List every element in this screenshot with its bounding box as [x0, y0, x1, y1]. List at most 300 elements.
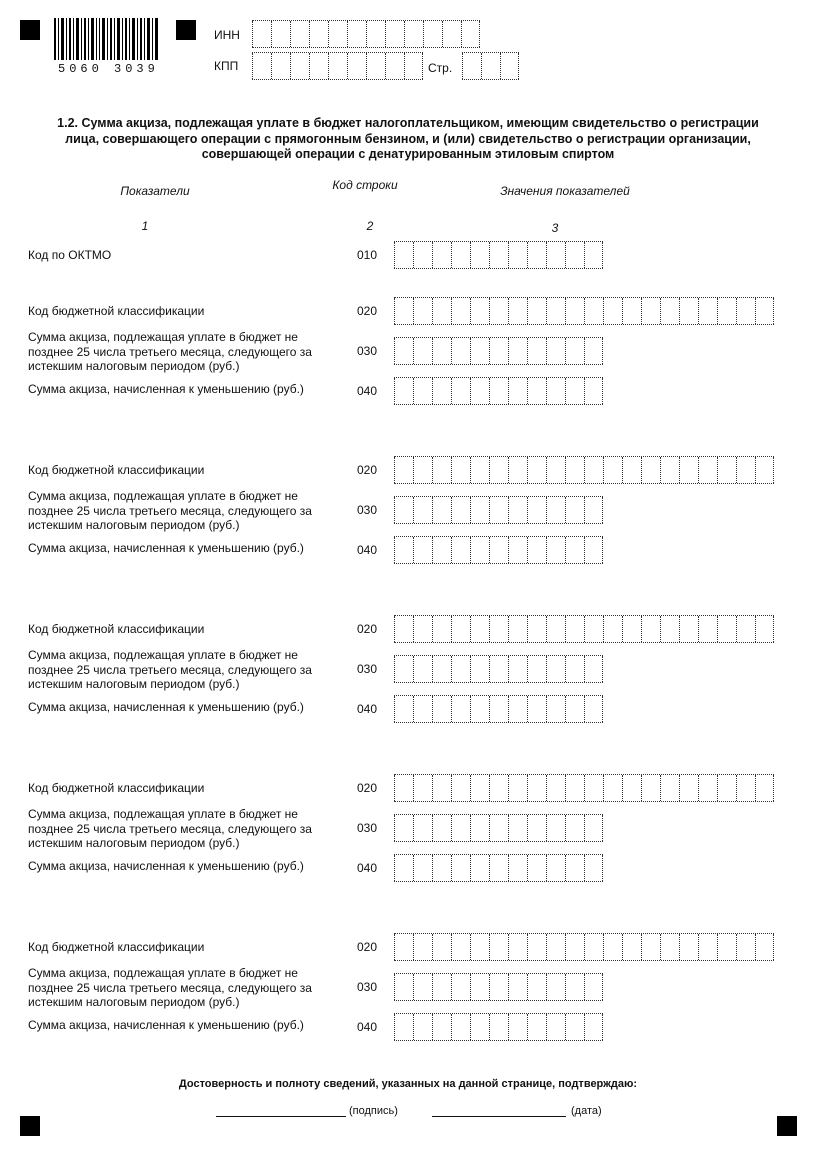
character-cell[interactable]: [432, 934, 451, 960]
character-cell[interactable]: [527, 378, 546, 404]
character-cell[interactable]: [565, 457, 584, 483]
character-cell[interactable]: [565, 1014, 584, 1040]
character-cell[interactable]: [470, 338, 489, 364]
character-cell[interactable]: [451, 338, 470, 364]
character-cell[interactable]: [432, 378, 451, 404]
character-cell[interactable]: [470, 497, 489, 523]
character-cell[interactable]: [413, 338, 432, 364]
character-cell[interactable]: [394, 616, 413, 642]
kbk-label: Код бюджетной классификации: [28, 940, 205, 954]
character-cell[interactable]: [489, 378, 508, 404]
character-cell[interactable]: [622, 298, 641, 324]
character-cell[interactable]: [451, 616, 470, 642]
character-cell[interactable]: [413, 298, 432, 324]
character-cell[interactable]: [565, 815, 584, 841]
reduction-sum-field[interactable]: [394, 695, 603, 723]
character-cell[interactable]: [679, 934, 698, 960]
character-cell[interactable]: [394, 378, 413, 404]
signature-line[interactable]: [216, 1116, 346, 1117]
character-cell[interactable]: [527, 616, 546, 642]
character-cell[interactable]: [527, 934, 546, 960]
character-cell[interactable]: [660, 775, 679, 801]
character-cell[interactable]: [489, 338, 508, 364]
character-cell[interactable]: [736, 457, 755, 483]
character-cell[interactable]: [508, 378, 527, 404]
character-cell[interactable]: [755, 934, 774, 960]
character-cell[interactable]: [584, 815, 603, 841]
character-cell[interactable]: [565, 775, 584, 801]
character-cell[interactable]: [546, 656, 565, 682]
character-cell[interactable]: [413, 537, 432, 563]
reduction-sum-field[interactable]: [394, 377, 603, 405]
character-cell[interactable]: [565, 974, 584, 1000]
character-cell[interactable]: [641, 616, 660, 642]
character-cell[interactable]: [432, 616, 451, 642]
character-cell[interactable]: [527, 298, 546, 324]
character-cell[interactable]: [660, 934, 679, 960]
character-cell[interactable]: [565, 616, 584, 642]
character-cell[interactable]: [698, 775, 717, 801]
character-cell[interactable]: [698, 616, 717, 642]
character-cell[interactable]: [508, 815, 527, 841]
character-cell[interactable]: [527, 815, 546, 841]
character-cell[interactable]: [603, 298, 622, 324]
character-cell[interactable]: [527, 242, 546, 268]
character-cell[interactable]: [394, 457, 413, 483]
character-cell[interactable]: [584, 616, 603, 642]
character-cell[interactable]: [470, 1014, 489, 1040]
oktmo-code: 010: [356, 248, 378, 262]
character-cell[interactable]: [252, 21, 271, 47]
character-cell[interactable]: [698, 298, 717, 324]
character-cell[interactable]: [470, 855, 489, 881]
character-cell[interactable]: [527, 696, 546, 722]
character-cell[interactable]: [413, 775, 432, 801]
character-cell[interactable]: [508, 338, 527, 364]
character-cell[interactable]: [584, 537, 603, 563]
character-cell[interactable]: [679, 298, 698, 324]
character-cell[interactable]: [394, 1014, 413, 1040]
character-cell[interactable]: [489, 855, 508, 881]
reduction-sum-label: Сумма акциза, начисленная к уменьшению (руб.): [28, 541, 304, 555]
character-cell[interactable]: [470, 934, 489, 960]
character-cell[interactable]: [413, 656, 432, 682]
character-cell[interactable]: [394, 298, 413, 324]
character-cell[interactable]: [432, 974, 451, 1000]
character-cell[interactable]: [385, 21, 404, 47]
character-cell[interactable]: [546, 855, 565, 881]
character-cell[interactable]: [432, 775, 451, 801]
character-cell[interactable]: [489, 537, 508, 563]
payable-sum-label: Сумма акциза, подлежащая уплате в бюджет не позднее 25 числа третьего месяца, следующего за истекшим налоговым периодом (руб.): [28, 489, 312, 532]
character-cell[interactable]: [546, 378, 565, 404]
character-cell[interactable]: [309, 53, 328, 79]
character-cell[interactable]: [432, 242, 451, 268]
character-cell[interactable]: [736, 934, 755, 960]
character-cell[interactable]: [451, 775, 470, 801]
character-cell[interactable]: [432, 497, 451, 523]
character-cell[interactable]: [489, 1014, 508, 1040]
character-cell[interactable]: [508, 696, 527, 722]
character-cell[interactable]: [489, 815, 508, 841]
character-cell[interactable]: [508, 974, 527, 1000]
character-cell[interactable]: [546, 497, 565, 523]
character-cell[interactable]: [508, 537, 527, 563]
character-cell[interactable]: [736, 298, 755, 324]
payable-sum-code: 030: [356, 344, 378, 358]
character-cell[interactable]: [432, 815, 451, 841]
character-cell[interactable]: [413, 934, 432, 960]
payable-sum-label: Сумма акциза, подлежащая уплате в бюджет не позднее 25 числа третьего месяца, следующего за истекшим налоговым периодом (руб.): [28, 966, 312, 1009]
character-cell[interactable]: [432, 298, 451, 324]
payable-sum-code: 030: [356, 821, 378, 835]
date-label: (дата): [571, 1105, 602, 1117]
character-cell[interactable]: [755, 457, 774, 483]
character-cell[interactable]: [470, 815, 489, 841]
character-cell[interactable]: [527, 457, 546, 483]
character-cell[interactable]: [584, 974, 603, 1000]
character-cell[interactable]: [584, 242, 603, 268]
character-cell[interactable]: [565, 537, 584, 563]
character-cell[interactable]: [736, 616, 755, 642]
character-cell[interactable]: [470, 775, 489, 801]
character-cell[interactable]: [584, 338, 603, 364]
character-cell[interactable]: [413, 457, 432, 483]
character-cell[interactable]: [347, 21, 366, 47]
kbk-code: 020: [356, 304, 378, 318]
character-cell[interactable]: [489, 974, 508, 1000]
oktmo-label: Код по ОКТМО: [28, 248, 112, 262]
character-cell[interactable]: [404, 53, 423, 79]
character-cell[interactable]: [394, 537, 413, 563]
character-cell[interactable]: [622, 934, 641, 960]
character-cell[interactable]: [489, 497, 508, 523]
character-cell[interactable]: [394, 242, 413, 268]
character-cell[interactable]: [508, 616, 527, 642]
character-cell[interactable]: [489, 934, 508, 960]
character-cell[interactable]: [679, 616, 698, 642]
character-cell[interactable]: [413, 974, 432, 1000]
character-cell[interactable]: [432, 855, 451, 881]
character-cell[interactable]: [271, 53, 290, 79]
character-cell[interactable]: [641, 457, 660, 483]
character-cell[interactable]: [394, 815, 413, 841]
character-cell[interactable]: [432, 457, 451, 483]
character-cell[interactable]: [394, 974, 413, 1000]
character-cell[interactable]: [508, 242, 527, 268]
character-cell[interactable]: [603, 616, 622, 642]
character-cell[interactable]: [366, 21, 385, 47]
character-cell[interactable]: [489, 616, 508, 642]
character-cell[interactable]: [432, 338, 451, 364]
kbk-field[interactable]: [394, 933, 774, 961]
character-cell[interactable]: [527, 656, 546, 682]
kbk-field[interactable]: [394, 615, 774, 643]
character-cell[interactable]: [470, 457, 489, 483]
character-cell[interactable]: [584, 696, 603, 722]
character-cell[interactable]: [546, 815, 565, 841]
character-cell[interactable]: [584, 298, 603, 324]
character-cell[interactable]: [546, 974, 565, 1000]
oktmo-field[interactable]: [394, 241, 603, 269]
section-title: 1.2. Сумма акциза, подлежащая уплате в бюджет налогоплательщиком, имеющим свидетельство о регистрации лица, совершающего операции с прямогонным бензином, и (или) свидетельство о регистрации организации, совершающей операции с денатурированным этиловым спиртом: [57, 116, 759, 161]
character-cell[interactable]: [565, 855, 584, 881]
character-cell[interactable]: [660, 457, 679, 483]
character-cell[interactable]: [423, 21, 442, 47]
kbk-label: Код бюджетной классификации: [28, 463, 205, 477]
kpp-label: КПП: [214, 59, 239, 73]
character-cell[interactable]: [385, 53, 404, 79]
corner-marker-bottom-right: [777, 1116, 797, 1136]
character-cell[interactable]: [508, 298, 527, 324]
character-cell[interactable]: [698, 934, 717, 960]
character-cell[interactable]: [470, 298, 489, 324]
reduction-sum-field[interactable]: [394, 536, 603, 564]
character-cell[interactable]: [451, 815, 470, 841]
payable-sum-code: 030: [356, 980, 378, 994]
character-cell[interactable]: [366, 53, 385, 79]
character-cell[interactable]: [736, 775, 755, 801]
character-cell[interactable]: [413, 815, 432, 841]
character-cell[interactable]: [508, 775, 527, 801]
character-cell[interactable]: [413, 616, 432, 642]
character-cell[interactable]: [565, 656, 584, 682]
kbk-code: 020: [356, 781, 378, 795]
character-cell[interactable]: [271, 21, 290, 47]
character-cell[interactable]: [470, 696, 489, 722]
character-cell[interactable]: [451, 1014, 470, 1040]
barcode-number: 5060 3039: [58, 62, 159, 76]
character-cell[interactable]: [641, 775, 660, 801]
character-cell[interactable]: [508, 1014, 527, 1040]
character-cell[interactable]: [290, 21, 309, 47]
character-cell[interactable]: [584, 656, 603, 682]
character-cell[interactable]: [565, 298, 584, 324]
character-cell[interactable]: [546, 696, 565, 722]
character-cell[interactable]: [717, 616, 736, 642]
character-cell[interactable]: [451, 242, 470, 268]
kbk-field[interactable]: [394, 774, 774, 802]
character-cell[interactable]: [641, 934, 660, 960]
character-cell[interactable]: [347, 53, 366, 79]
character-cell[interactable]: [603, 457, 622, 483]
character-cell[interactable]: [432, 1014, 451, 1040]
character-cell[interactable]: [470, 974, 489, 1000]
payable-sum-field[interactable]: [394, 814, 603, 842]
character-cell[interactable]: [451, 934, 470, 960]
character-cell[interactable]: [481, 53, 500, 79]
column-number-2: 2: [366, 219, 374, 233]
character-cell[interactable]: [404, 21, 423, 47]
kbk-field[interactable]: [394, 297, 774, 325]
character-cell[interactable]: [451, 656, 470, 682]
character-cell[interactable]: [413, 242, 432, 268]
payable-sum-label: Сумма акциза, подлежащая уплате в бюджет не позднее 25 числа третьего месяца, следующего за истекшим налоговым периодом (руб.): [28, 330, 312, 373]
character-cell[interactable]: [508, 497, 527, 523]
character-cell[interactable]: [717, 457, 736, 483]
character-cell[interactable]: [508, 656, 527, 682]
character-cell[interactable]: [328, 21, 347, 47]
character-cell[interactable]: [527, 775, 546, 801]
character-cell[interactable]: [527, 974, 546, 1000]
character-cell[interactable]: [717, 934, 736, 960]
character-cell[interactable]: [394, 656, 413, 682]
character-cell[interactable]: [546, 298, 565, 324]
character-cell[interactable]: [565, 696, 584, 722]
character-cell[interactable]: [717, 298, 736, 324]
character-cell[interactable]: [451, 537, 470, 563]
character-cell[interactable]: [755, 616, 774, 642]
payable-sum-label: Сумма акциза, подлежащая уплате в бюджет не позднее 25 числа третьего месяца, следующего за истекшим налоговым периодом (руб.): [28, 807, 312, 850]
character-cell[interactable]: [565, 934, 584, 960]
character-cell[interactable]: [432, 537, 451, 563]
column-number-1: 1: [141, 219, 149, 233]
character-cell[interactable]: [622, 457, 641, 483]
character-cell[interactable]: [508, 934, 527, 960]
character-cell[interactable]: [546, 338, 565, 364]
character-cell[interactable]: [252, 53, 271, 79]
character-cell[interactable]: [717, 775, 736, 801]
column-header-values: Значения показателей: [500, 184, 630, 198]
character-cell[interactable]: [432, 656, 451, 682]
payable-sum-field[interactable]: [394, 655, 603, 683]
character-cell[interactable]: [641, 298, 660, 324]
character-cell[interactable]: [603, 775, 622, 801]
payable-sum-field[interactable]: [394, 973, 603, 1001]
character-cell[interactable]: [451, 378, 470, 404]
signature-label: (подпись): [349, 1105, 398, 1117]
character-cell[interactable]: [451, 457, 470, 483]
inn-field[interactable]: [252, 20, 480, 48]
character-cell[interactable]: [679, 775, 698, 801]
character-cell[interactable]: [755, 775, 774, 801]
character-cell[interactable]: [489, 298, 508, 324]
character-cell[interactable]: [470, 378, 489, 404]
character-cell[interactable]: [451, 855, 470, 881]
confirmation-text: Достоверность и полноту сведений, указанных на данной странице, подтверждаю:: [178, 1078, 638, 1090]
character-cell[interactable]: [584, 457, 603, 483]
character-cell[interactable]: [508, 457, 527, 483]
character-cell[interactable]: [290, 53, 309, 79]
character-cell[interactable]: [508, 855, 527, 881]
character-cell[interactable]: [660, 616, 679, 642]
column-header-code: Код строки: [332, 178, 398, 192]
character-cell[interactable]: [451, 974, 470, 1000]
character-cell[interactable]: [660, 298, 679, 324]
reduction-sum-field[interactable]: [394, 854, 603, 882]
payable-sum-code: 030: [356, 503, 378, 517]
character-cell[interactable]: [546, 934, 565, 960]
character-cell[interactable]: [527, 537, 546, 563]
character-cell[interactable]: [622, 616, 641, 642]
character-cell[interactable]: [432, 696, 451, 722]
kbk-field[interactable]: [394, 456, 774, 484]
character-cell[interactable]: [622, 775, 641, 801]
character-cell[interactable]: [546, 775, 565, 801]
character-cell[interactable]: [546, 242, 565, 268]
character-cell[interactable]: [394, 338, 413, 364]
date-line[interactable]: [432, 1116, 566, 1117]
character-cell[interactable]: [394, 775, 413, 801]
character-cell[interactable]: [413, 1014, 432, 1040]
character-cell[interactable]: [413, 855, 432, 881]
character-cell[interactable]: [527, 497, 546, 523]
character-cell[interactable]: [462, 53, 481, 79]
reduction-sum-code: 040: [356, 543, 378, 557]
character-cell[interactable]: [489, 457, 508, 483]
character-cell[interactable]: [584, 775, 603, 801]
character-cell[interactable]: [489, 696, 508, 722]
character-cell[interactable]: [584, 855, 603, 881]
character-cell[interactable]: [413, 497, 432, 523]
character-cell[interactable]: [470, 616, 489, 642]
character-cell[interactable]: [584, 378, 603, 404]
character-cell[interactable]: [546, 616, 565, 642]
payable-sum-field[interactable]: [394, 337, 603, 365]
payable-sum-code: 030: [356, 662, 378, 676]
kbk-code: 020: [356, 622, 378, 636]
character-cell[interactable]: [755, 298, 774, 324]
character-cell[interactable]: [527, 855, 546, 881]
character-cell[interactable]: [328, 53, 347, 79]
character-cell[interactable]: [489, 242, 508, 268]
character-cell[interactable]: [470, 537, 489, 563]
reduction-sum-label: Сумма акциза, начисленная к уменьшению (руб.): [28, 700, 304, 714]
character-cell[interactable]: [584, 497, 603, 523]
character-cell[interactable]: [565, 378, 584, 404]
character-cell[interactable]: [394, 696, 413, 722]
character-cell[interactable]: [679, 457, 698, 483]
reduction-sum-code: 040: [356, 702, 378, 716]
character-cell[interactable]: [603, 934, 622, 960]
kbk-label: Код бюджетной классификации: [28, 304, 205, 318]
reduction-sum-field[interactable]: [394, 1013, 603, 1041]
character-cell[interactable]: [565, 338, 584, 364]
character-cell[interactable]: [394, 855, 413, 881]
character-cell[interactable]: [500, 53, 519, 79]
character-cell[interactable]: [527, 1014, 546, 1040]
character-cell[interactable]: [565, 242, 584, 268]
character-cell[interactable]: [413, 696, 432, 722]
character-cell[interactable]: [309, 21, 328, 47]
character-cell[interactable]: [546, 537, 565, 563]
character-cell[interactable]: [451, 696, 470, 722]
character-cell[interactable]: [413, 378, 432, 404]
character-cell[interactable]: [584, 934, 603, 960]
kpp-field[interactable]: [252, 52, 423, 80]
page-number-field[interactable]: [462, 52, 519, 80]
character-cell[interactable]: [489, 775, 508, 801]
character-cell[interactable]: [584, 1014, 603, 1040]
payable-sum-field[interactable]: [394, 496, 603, 524]
character-cell[interactable]: [470, 242, 489, 268]
character-cell[interactable]: [546, 457, 565, 483]
character-cell[interactable]: [565, 497, 584, 523]
character-cell[interactable]: [546, 1014, 565, 1040]
character-cell[interactable]: [489, 656, 508, 682]
character-cell[interactable]: [451, 298, 470, 324]
character-cell[interactable]: [394, 934, 413, 960]
character-cell[interactable]: [527, 338, 546, 364]
kbk-code: 020: [356, 940, 378, 954]
character-cell[interactable]: [451, 497, 470, 523]
character-cell[interactable]: [461, 21, 480, 47]
kbk-code: 020: [356, 463, 378, 477]
character-cell[interactable]: [698, 457, 717, 483]
character-cell[interactable]: [394, 497, 413, 523]
character-cell[interactable]: [470, 656, 489, 682]
character-cell[interactable]: [442, 21, 461, 47]
